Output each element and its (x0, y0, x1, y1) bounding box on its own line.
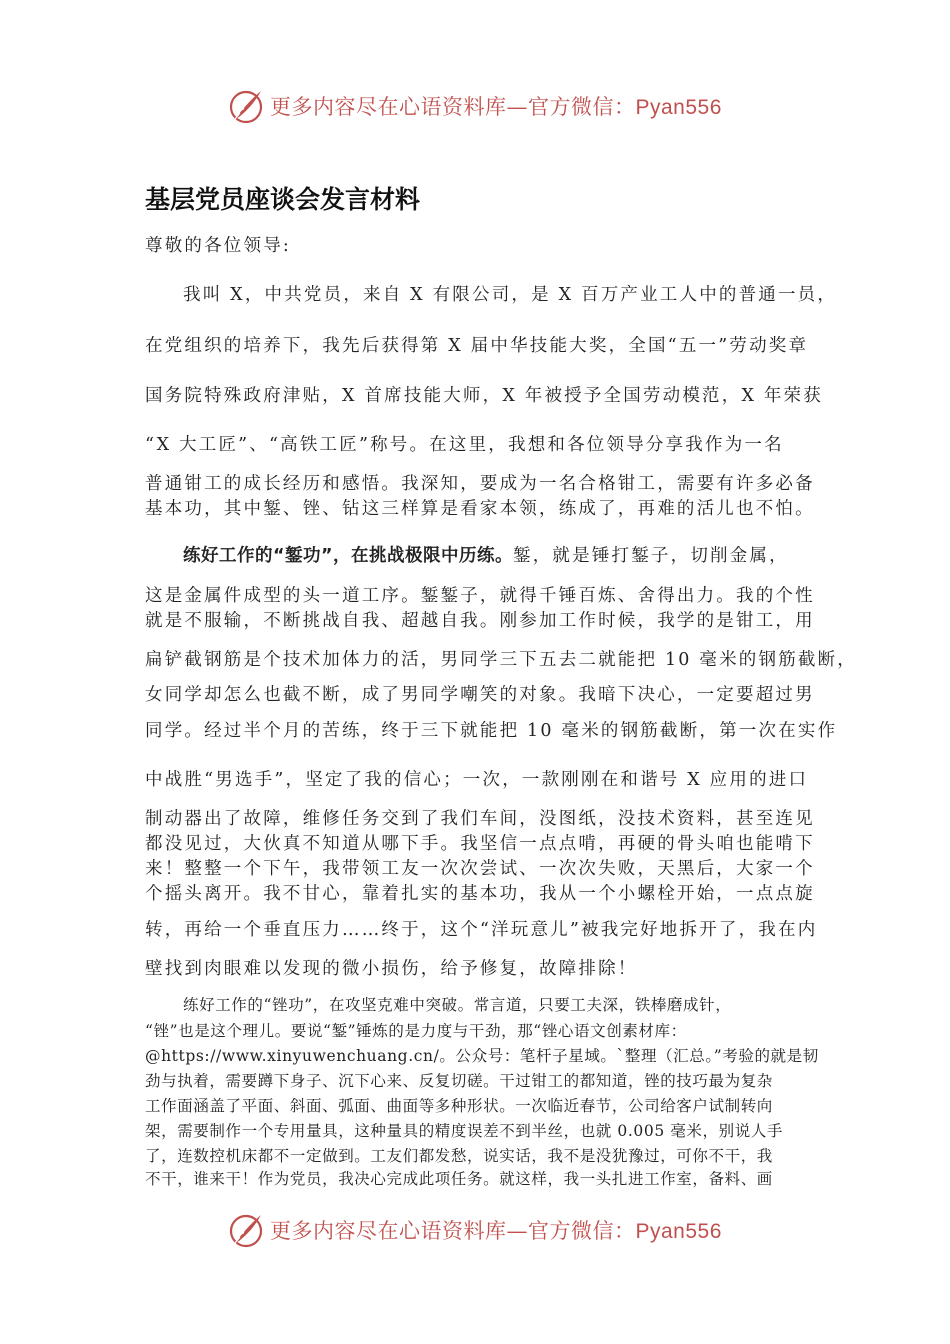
paragraph-3-line: 了，连数控机床都不一定做到。工友们都发愁，说实话，我不是没犹豫过，可你不干，我 (145, 1147, 773, 1165)
paragraph-1-line: “X 大工匠”、“高铁工匠”称号。在这里，我想和各位领导分享我作为一名 (145, 435, 784, 455)
paragraph-2-line: 扁铲截钢筋是个技术加体力的活，男同学三下五去二就能把 10 毫米的钢筋截断， (145, 650, 857, 670)
paragraph-2-line: 转，再给一个垂直压力……终于，这个“洋玩意儿”被我完好地拆开了，我在内 (145, 920, 818, 940)
banner-wechat-id: Pyan556 (635, 1220, 722, 1243)
paragraph-1-line: 国务院特殊政府津贴，X 首席技能大师，X 年被授予全国劳动模范，X 年荣获 (145, 386, 823, 406)
paragraph-1-line: 普通钳工的成长经历和感悟。我深知，要成为一名合格钳工，需要有许多必备 (145, 474, 815, 494)
header-banner (226, 86, 746, 126)
paragraph-1-line: 在党组织的培养下，我先后获得第 X 届中华技能大奖，全国“五一”劳动奖章 (145, 336, 809, 356)
paragraph-2-line: 就是不服输，不断挑战自我、超越自我。刚参加工作时候，我学的是钳工，用 (145, 611, 815, 631)
paragraph-3-line: @https://www.xinyuwenchuang.cn/。公众号：笔杆子星域。`整理（汇总。”考验的就是韧 (145, 1047, 819, 1065)
banner-text: 更多内容尽在心语资料库—官方微信：Pyan556 (270, 1219, 722, 1243)
paragraph-2-line: 中战胜“男选手”，坚定了我的信心；一次，一款刚刚在和谐号 X 应用的进口 (145, 770, 809, 790)
paragraph-3-line: 工作面涵盖了平面、斜面、弧面、曲面等多种形状。一次临近春节，公司给客户试制转向 (145, 1097, 773, 1115)
paragraph-3-line: 练好工作的“锉功”，在攻坚克难中突破。常言道，只要工夫深，铁棒磨成针， (183, 996, 732, 1014)
paragraph-1-line: 我叫 X，中共党员，来自 X 有限公司，是 X 百万产业工人中的普通一员， (183, 285, 838, 305)
salutation: 尊敬的各位领导: (145, 236, 291, 256)
paragraph-2-line: 女同学却怎么也截不断，成了男同学嘲笑的对象。我暗下决心，一定要超过男 (145, 685, 815, 705)
paragraph-3-line: 劲与执着，需要蹲下身子、沉下心来、反复切磋。干过钳工的都知道，锉的技巧最为复杂 (145, 1072, 773, 1090)
paragraph-2-line: 壁找到肉眼难以发现的微小损伤，给予修复，故障排除！ (145, 959, 638, 979)
footer-banner (226, 1210, 746, 1250)
paragraph-3-line: 架，需要制作一个专用量具，这种量具的精度误差不到半丝，也就 0.005 毫米，别说人手 (145, 1122, 784, 1140)
banner-wechat-id: Pyan556 (635, 96, 722, 119)
paragraph-2-line: 来！整整一个下午，我带领工友一次次尝试、一次次失败，天黑后，大家一个 (145, 859, 815, 879)
quill-circle-logo-icon (226, 1210, 266, 1250)
paragraph-2-line: 都没见过，大伙真不知道从哪下手。我坚信一点点啃，再硬的骨头咱也能啃下 (145, 834, 815, 854)
paragraph-2-line: 制动器出了故障，维修任务交到了我们车间，没图纸，没技术资料，甚至连见 (145, 809, 815, 829)
paragraph-3-line: 不干，谁来干！作为党员，我决心完成此项任务。就这样，我一头扎进工作室，备料、画 (145, 1170, 773, 1188)
paragraph-2-first-line: 练好工作的“錾功”，在挑战极限中历练。錾，就是锤打錾子，切削金属， (183, 546, 789, 566)
section-heading-zan: 练好工作的“錾功”，在挑战极限中历练。 (183, 546, 514, 566)
paragraph-2-line: 个摇头离开。我不甘心，靠着扎实的基本功，我从一个小螺栓开始，一点点旋 (145, 884, 815, 904)
paragraph-2-line: 这是金属件成型的头一道工序。錾錾子，就得千锤百炼、舍得出力。我的个性 (145, 586, 815, 606)
document-title: 基层党员座谈会发言材料 (145, 185, 421, 214)
quill-circle-logo-icon (226, 86, 266, 126)
paragraph-3-line: “锉”也是这个理儿。要说“錾”锤炼的是力度与干劲，那“锉心语文创素材库： (145, 1022, 687, 1040)
paragraph-2-line: 同学。经过半个月的苦练，终于三下就能把 10 毫米的钢筋截断，第一次在实作 (145, 721, 838, 741)
paragraph-1-line: 基本功，其中錾、锉、钻这三样算是看家本领，练成了，再难的活儿也不怕。 (145, 499, 815, 519)
banner-text: 更多内容尽在心语资料库—官方微信：Pyan556 (270, 95, 722, 119)
